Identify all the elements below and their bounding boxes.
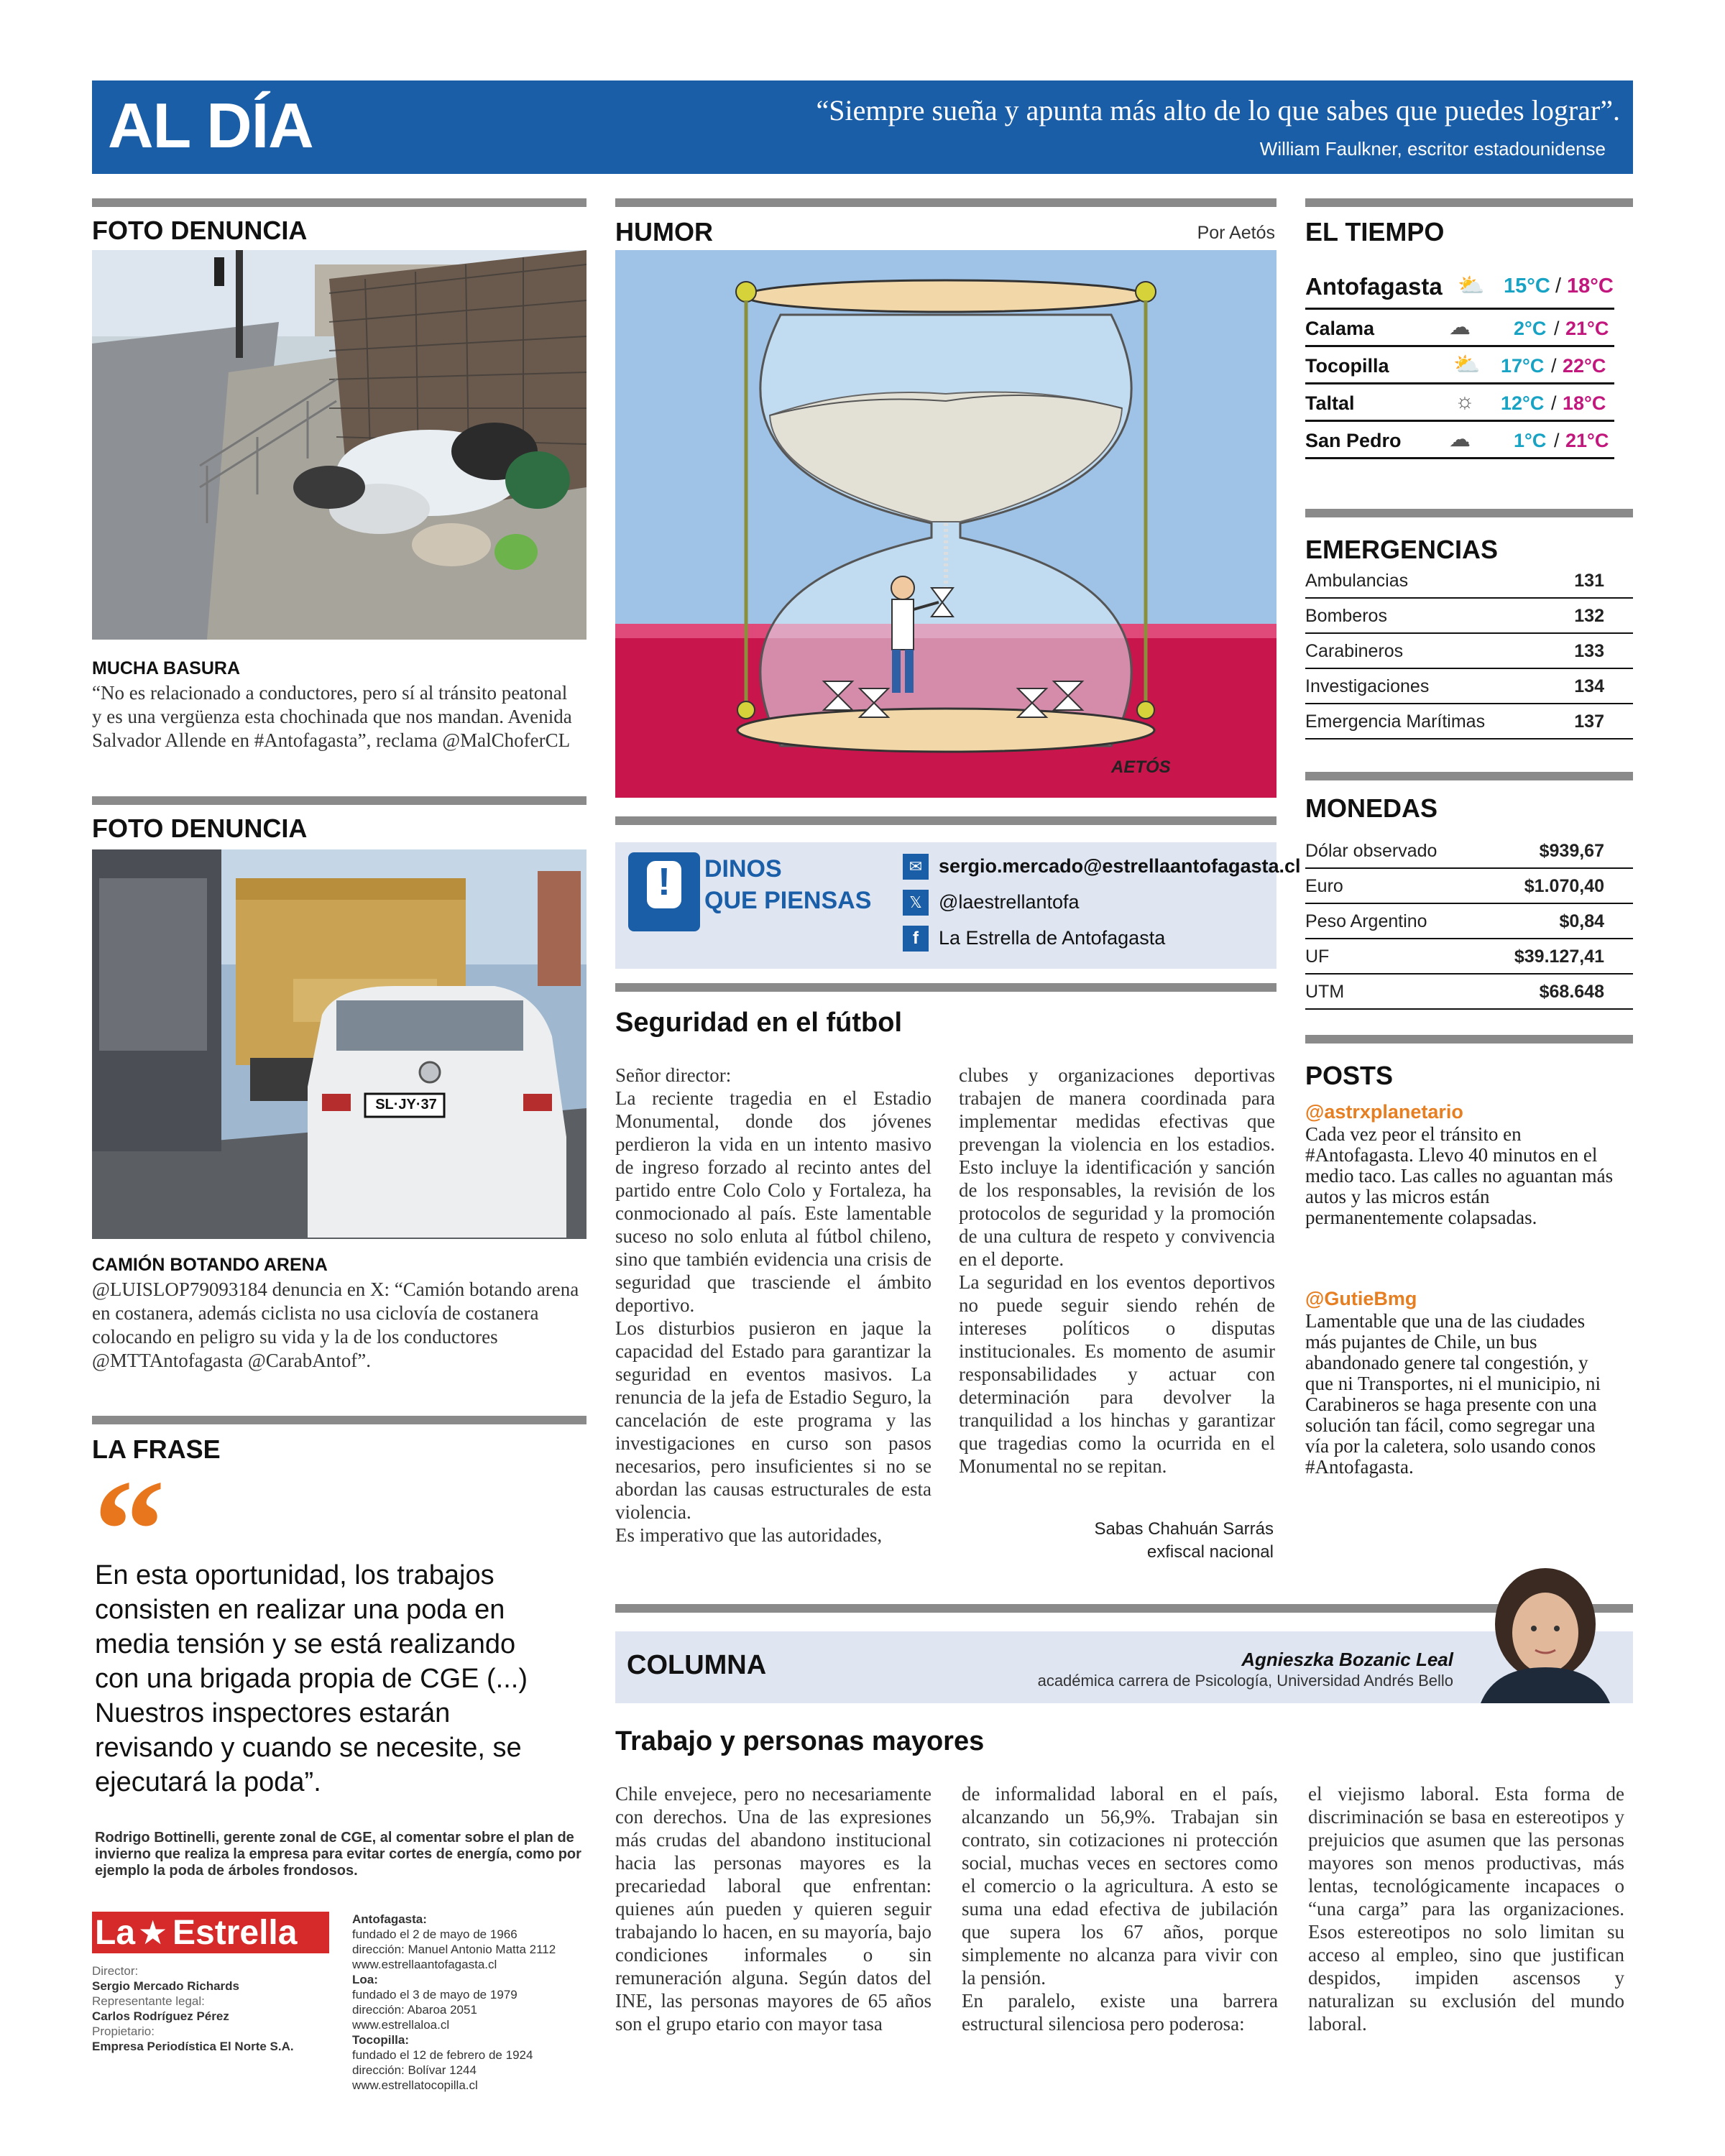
weather-city: Antofagasta (1305, 273, 1443, 300)
weather-city: Calama (1305, 318, 1375, 339)
foto-denuncia-heading: FOTO DENUNCIA (92, 216, 308, 245)
currency-row (1305, 939, 1633, 975)
caption-title: CAMIÓN BOTANDO ARENA (92, 1255, 328, 1275)
header-quote-author: William Faulkner, escritor estadounidense (1259, 138, 1606, 160)
letter-signer-role: exfiscal nacional (1146, 1542, 1274, 1562)
sun-icon: ☼ (1455, 390, 1475, 413)
temp-min: 1°C (1514, 430, 1547, 451)
emergency-label: Carabineros (1305, 641, 1404, 661)
currency-value: $68.648 (1539, 982, 1604, 1002)
weather-city: Taltal (1305, 392, 1355, 414)
temp-min: 12°C (1501, 392, 1545, 414)
legal-name: Carlos Rodríguez Pérez (92, 2009, 229, 2023)
humor-heading: HUMOR (615, 217, 713, 247)
partly-cloudy-icon: ⛅ (1453, 353, 1481, 377)
author-portrait (1466, 1567, 1624, 1703)
emergency-number[interactable]: 137 (1574, 711, 1604, 732)
masthead-credits (92, 1963, 336, 2054)
emergency-number[interactable]: 134 (1574, 676, 1604, 696)
letter-column-1: Señor director: La reciente tragedia en el Estadio Monumental, donde dos jóvenes perdieron la vida en un intento masivo de ingreso forzado al recinto antes del partido entre Colo Colo y Fortaleza, ha conmocionado al país. Este lamentable suceso no solo enluta al fútbol chileno, sino que también evidencia una crisis de seguridad que trasciende el ámbito deportivo. Los disturbios pusieron en jaque la capacidad del Estado para garantizar la seguridad en eventos masivos. La renuncia de la jefa de Estadio Seguro, la cancelación de este programa y las investigaciones en curso son pasos necesarios, pero insuficientes si no se abordan las causas estructurales de esta violencia. Es imperativo que las autoridades, (615, 1064, 932, 1546)
section-divider (92, 198, 586, 207)
dinos-title-line2: QUE PIENSAS (704, 887, 872, 914)
emergency-row (1305, 669, 1633, 704)
masthead-editions (352, 1912, 597, 2093)
posts-heading: POSTS (1305, 1061, 1394, 1090)
columna-column-3: el viejismo laboral. Esta forma de discriminación se basa en estereotipos y prejuicios que asumen que las personas mayores son menos productivas, más lentas, tecnológicamente incapaces o “una carga” para las organizaciones. Esos estereotipos no solo limitan su acceso al empleo, sino que justifican despidos, impiden ascensos y naturalizan su exclusión del mundo laboral. (1308, 1783, 1624, 2035)
license-plate: SL·JY·37 (375, 1097, 437, 1112)
weather-row (1305, 348, 1614, 384)
contact-email[interactable]: sergio.mercado@estrellaantofagasta.cl (939, 855, 1301, 877)
currency-label: Dólar observado (1305, 841, 1438, 861)
columna-author-role: académica carrera de Psicología, Universidad Andrés Bello (1037, 1672, 1453, 1690)
temp-max: 21°C (1565, 430, 1609, 451)
caption-text: @LUISLOP79093184 denuncia en X: “Camión botando arena en costanera, además ciclista no usa ciclovía de costanera colocando en peligro su vida y la de los conductores @MTTAntofagasta @CarabAntof”. (92, 1279, 579, 1371)
cloud-wind-icon: ☁ (1449, 315, 1471, 339)
la-frase-heading: LA FRASE (92, 1434, 221, 1464)
edition-web-link[interactable]: www.estrellaantofagasta.cl (352, 1958, 497, 1971)
temp-separator: / (1551, 355, 1557, 377)
columna-author: Agnieszka Bozanic Leal (1241, 1649, 1453, 1670)
weather-row (1305, 310, 1614, 347)
section-divider (615, 816, 1276, 825)
section-divider (615, 983, 1276, 992)
partly-cloudy-icon: ⛅ (1458, 274, 1485, 298)
weather-city: San Pedro (1305, 430, 1402, 451)
comment-icon (628, 852, 700, 931)
emergency-number[interactable]: 133 (1574, 641, 1604, 661)
foto-denuncia-heading: FOTO DENUNCIA (92, 814, 308, 843)
facebook-icon: f (903, 926, 929, 952)
photo-truck-illustration (92, 849, 586, 1239)
mail-icon: ✉ (903, 854, 929, 880)
columna-column-1: Chile envejece, pero no necesariamente con derechos. Una de las expresiones más crudas del abandono institucional hacia las personas mayores es la precariedad laboral que enfrentan: quienes aún pueden y quieren seguir trabajando lo hacen, en su mayoría, bajo condiciones informales o sin remuneración alguna. Según datos del INE, las personas mayores de 65 años son el grupo etario con mayor tasa (615, 1783, 932, 2035)
letter-column-2: clubes y organizaciones deportivas trabajen de manera coordinada para implementar medidas efectivas que prevengan la violencia en los estadios. Esto incluye la identificación y sanción de los responsables, la revisión de los protocolos de seguridad y la promoción de una cultura de respeto y convivencia en el deporte. La seguridad en los eventos deportivos no puede seguir siendo rehén de intereses políticos o disputas institucionales. Es momento de asumir responsabilidades y actuar con determinación para devolver la tranquilidad a los hinchas y garantizar que tragedias como la ocurrida en el Monumental no se repitan. (959, 1064, 1275, 1477)
caption-text: “No es relacionado a conductores, pero sí al tránsito peatonal y es una vergüenza esta chochinada que nos mandan. Avenida Salvador Allende en #Antofagasta”, reclama @MalChoferCL (92, 682, 572, 751)
section-divider (1305, 772, 1633, 780)
la-frase-attribution: Rodrigo Bottinelli, gerente zonal de CGE, al comentar sobre el plan de invierno que realiza la empresa para evitar cortes de energía, como por ejemplo la poda de árboles frondosos. (95, 1830, 581, 1879)
edition-city: Loa: (352, 1973, 378, 1986)
post-text: Cada vez peor el tránsito en #Antofagasta. Llevo 40 minutos en el medio taco. Las calles no aguantan más autos y las micros están permanentemente colapsadas. (1305, 1123, 1614, 1228)
humor-byline: Por Aetós (1197, 223, 1275, 243)
section-divider (1305, 198, 1633, 207)
currency-label: Peso Argentino (1305, 911, 1427, 931)
hourglass-cartoon (615, 250, 1276, 798)
monedas-list (1305, 834, 1633, 1010)
post-handle[interactable]: @astrxplanetario (1305, 1101, 1463, 1123)
section-divider (92, 1416, 586, 1424)
emergency-number[interactable]: 132 (1574, 606, 1604, 626)
temp-separator: / (1554, 430, 1560, 451)
exclamation-icon: ! (658, 860, 671, 903)
columna-column-2: de informalidad laboral en el país, alcanzando un 56,9%. Trabajan sin contrato, sin cotizaciones ni protección social, muchas veces en sectores como el comercio o la agricultura. A esto se suma una edad efectiva de jubilación que supera los 67 años, porque simplemente no alcanza para vivir con la pensión. En paralelo, existe una barrera estructural silenciosa pero poderosa: (962, 1783, 1278, 2035)
emergency-row (1305, 704, 1633, 740)
contact-facebook[interactable]: La Estrella de Antofagasta (939, 927, 1166, 949)
currency-label: Euro (1305, 876, 1343, 896)
emergencias-list (1305, 563, 1633, 740)
edition-city: Antofagasta: (352, 1912, 427, 1926)
edition-city: Tocopilla: (352, 2033, 410, 2047)
cloud-wind-icon: ☁ (1449, 428, 1471, 451)
temp-min: 17°C (1501, 355, 1545, 377)
currency-row (1305, 904, 1633, 939)
dinos-title-line1: DINOS (704, 855, 782, 883)
currency-row (1305, 834, 1633, 869)
edition-antofagasta (352, 1912, 597, 1972)
temp-max: 18°C (1567, 275, 1614, 298)
quote-mark-icon: “ (93, 1451, 165, 1610)
emergency-label: Ambulancias (1305, 571, 1409, 591)
dinos-panel (615, 842, 1301, 969)
currency-value: $39.127,41 (1514, 946, 1604, 967)
logo-text-left: La (95, 1914, 136, 1952)
emergency-row (1305, 563, 1633, 599)
emergency-label: Investigaciones (1305, 676, 1430, 696)
columna-heading: COLUMNA (627, 1650, 767, 1680)
caption-title: MUCHA BASURA (92, 658, 241, 678)
emergency-row (1305, 599, 1633, 634)
newspaper-logo (92, 1912, 329, 1953)
la-frase-quote: En esta oportunidad, los trabajos consisten en realizar una poda en media tensión y se está realizando con una brigada propia de CGE (...) Nuestros inspectores estarán revisando y cuando se necesite, se ejecutará la poda”. (95, 1560, 528, 1797)
edition-founded: fundado el 3 de mayo de 1979 (352, 1988, 518, 2001)
temp-separator: / (1551, 392, 1557, 414)
photo-garbage (92, 250, 586, 640)
currency-value: $939,67 (1539, 841, 1604, 861)
owner-name: Empresa Periodística El Norte S.A. (92, 2040, 294, 2053)
temp-max: 18°C (1563, 392, 1606, 414)
section-divider (615, 198, 1276, 207)
edition-founded: fundado el 2 de mayo de 1966 (352, 1927, 518, 1941)
edition-web-link[interactable]: www.estrellatocopilla.cl (352, 2078, 478, 2092)
emergency-label: Bomberos (1305, 606, 1387, 626)
section-divider (1305, 509, 1633, 517)
weather-city: Tocopilla (1305, 355, 1389, 377)
director-name: Sergio Mercado Richards (92, 1979, 240, 1993)
photo-garbage-illustration (92, 250, 586, 640)
emergency-row (1305, 634, 1633, 669)
owner-label: Propietario: (92, 2024, 155, 2038)
contact-x[interactable]: @laestrellantofa (939, 891, 1080, 913)
edition-address: dirección: Manuel Antonio Matta 2112 (352, 1943, 556, 1956)
emergency-label: Emergencia Marítimas (1305, 711, 1486, 732)
photo-truck (92, 849, 586, 1239)
section-divider (92, 796, 586, 805)
humor-cartoon (615, 250, 1276, 798)
emergencias-heading: EMERGENCIAS (1305, 535, 1499, 564)
currency-value: $1.070,40 (1524, 876, 1604, 896)
weather-row (1305, 385, 1614, 422)
currency-label: UTM (1305, 982, 1345, 1002)
director-label: Director: (92, 1964, 139, 1978)
letter-signer: Sabas Chahuán Sarrás (1094, 1519, 1274, 1539)
star-icon: ★ (138, 1914, 168, 1951)
columna-title: Trabajo y personas mayores (615, 1726, 985, 1756)
temp-max: 21°C (1565, 318, 1609, 339)
edition-founded: fundado el 12 de febrero de 1924 (352, 2048, 533, 2062)
weather-heading: EL TIEMPO (1305, 217, 1445, 247)
cartoon-signature: AETÓS (1111, 757, 1171, 777)
currency-row (1305, 869, 1633, 904)
logo-text-right: Estrella (172, 1914, 298, 1952)
temp-min: 15°C (1504, 275, 1550, 298)
section-title: AL DÍA (108, 90, 313, 161)
temp-max: 22°C (1563, 355, 1606, 377)
weather-row (1305, 423, 1614, 459)
currency-value: $0,84 (1559, 911, 1604, 931)
edition-tocopilla (352, 2032, 597, 2093)
currency-label: UF (1305, 946, 1330, 967)
author-photo (1466, 1567, 1624, 1703)
post-handle[interactable]: @GutieBmg (1305, 1288, 1417, 1309)
x-icon: 𝕏 (903, 890, 929, 916)
legal-label: Representante legal: (92, 1994, 205, 2008)
edition-web-link[interactable]: www.estrellaloa.cl (352, 2018, 450, 2032)
temp-separator: / (1555, 275, 1562, 298)
edition-address: dirección: Abaroa 2051 (352, 2003, 477, 2017)
section-divider (1305, 1035, 1633, 1044)
edition-address: dirección: Bolívar 1244 (352, 2063, 477, 2077)
page-header (92, 80, 1633, 174)
header-quote: “Siempre sueña y apunta más alto de lo que sabes que puedes lograr”. (816, 94, 1620, 126)
currency-row (1305, 975, 1633, 1010)
letter-title: Seguridad en el fútbol (615, 1008, 903, 1038)
edition-loa (352, 1972, 597, 2032)
temp-min: 2°C (1514, 318, 1547, 339)
post-text: Lamentable que una de las ciudades más pujantes de Chile, un bus abandonado genere tal congestión, y que ni Transportes, ni el municipio, ni Carabineros se haga presente con una solución tan fácil, como segregar una vía por la caletera, solo usando conos #Antofagasta. (1305, 1310, 1601, 1478)
weather-row (1305, 266, 1614, 310)
monedas-heading: MONEDAS (1305, 793, 1438, 823)
temp-separator: / (1554, 318, 1560, 339)
emergency-number[interactable]: 131 (1574, 571, 1604, 591)
